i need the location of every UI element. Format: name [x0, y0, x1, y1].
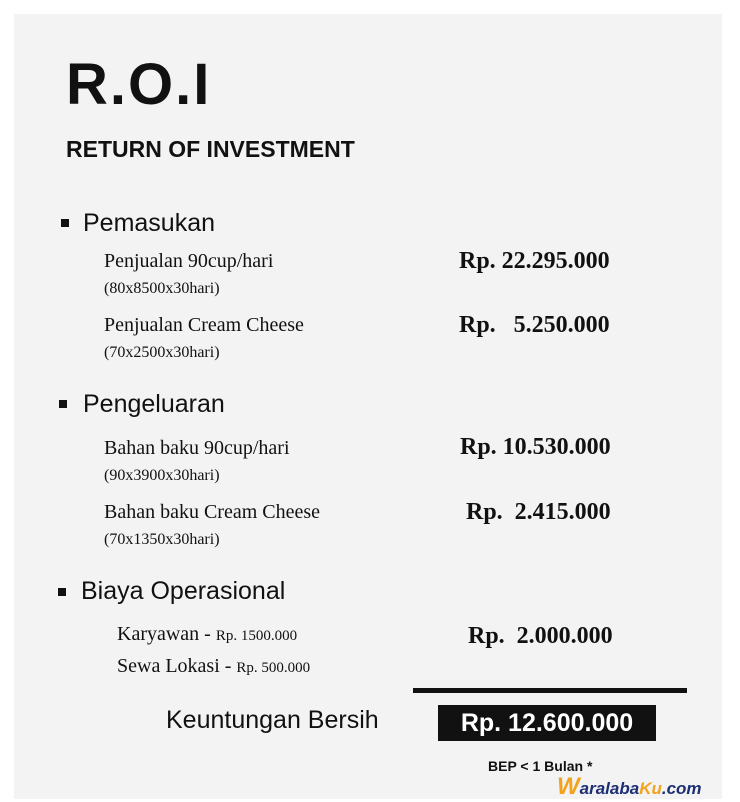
expense-item-calc: (90x3900x30hari): [104, 467, 220, 484]
expense-item-calc: (70x1350x30hari): [104, 531, 220, 548]
income-item-amount: Rp. 22.295.000: [459, 248, 610, 274]
operational-item: [117, 656, 310, 676]
operational-total: Rp. 2.000.000: [468, 623, 613, 649]
operational-item-label: Sewa Lokasi -: [117, 655, 237, 677]
income-item-amount: Rp. 5.250.000: [459, 312, 610, 338]
income-item-calc: (80x8500x30hari): [104, 280, 220, 297]
expense-item-label: Bahan baku Cream Cheese: [104, 501, 321, 523]
watermark-logo: WaralabaKu.com: [557, 773, 702, 800]
section-heading-pemasukan: Pemasukan: [83, 209, 216, 237]
operational-item-amount: Rp. 500.000: [236, 660, 311, 676]
total-divider: [413, 688, 687, 693]
page-subtitle: RETURN OF INVESTMENT: [66, 136, 355, 162]
section-heading-operasional: Biaya Operasional: [81, 577, 286, 605]
bullet-icon: [61, 219, 69, 227]
income-item-label: Penjualan Cream Cheese: [104, 314, 304, 336]
expense-item-amount: Rp. 10.530.000: [460, 434, 611, 460]
expense-item-amount: Rp. 2.415.000: [466, 499, 611, 525]
income-item-calc: (70x2500x30hari): [104, 344, 220, 361]
operational-item-amount: Rp. 1500.000: [215, 628, 298, 644]
net-profit-label: Keuntungan Bersih: [166, 706, 379, 734]
net-profit-value: Rp. 12.600.000: [438, 705, 656, 741]
bullet-icon: [58, 588, 66, 596]
section-heading-pengeluaran: Pengeluaran: [83, 390, 225, 418]
income-item-label: Penjualan 90cup/hari: [104, 250, 274, 272]
operational-item: [117, 624, 297, 644]
expense-item-label: Bahan baku 90cup/hari: [104, 437, 290, 459]
page-title: R.O.I: [66, 52, 212, 117]
bullet-icon: [59, 400, 67, 408]
operational-item-label: Karyawan -: [117, 623, 216, 645]
bep-note: BEP < 1 Bulan *: [488, 758, 593, 774]
